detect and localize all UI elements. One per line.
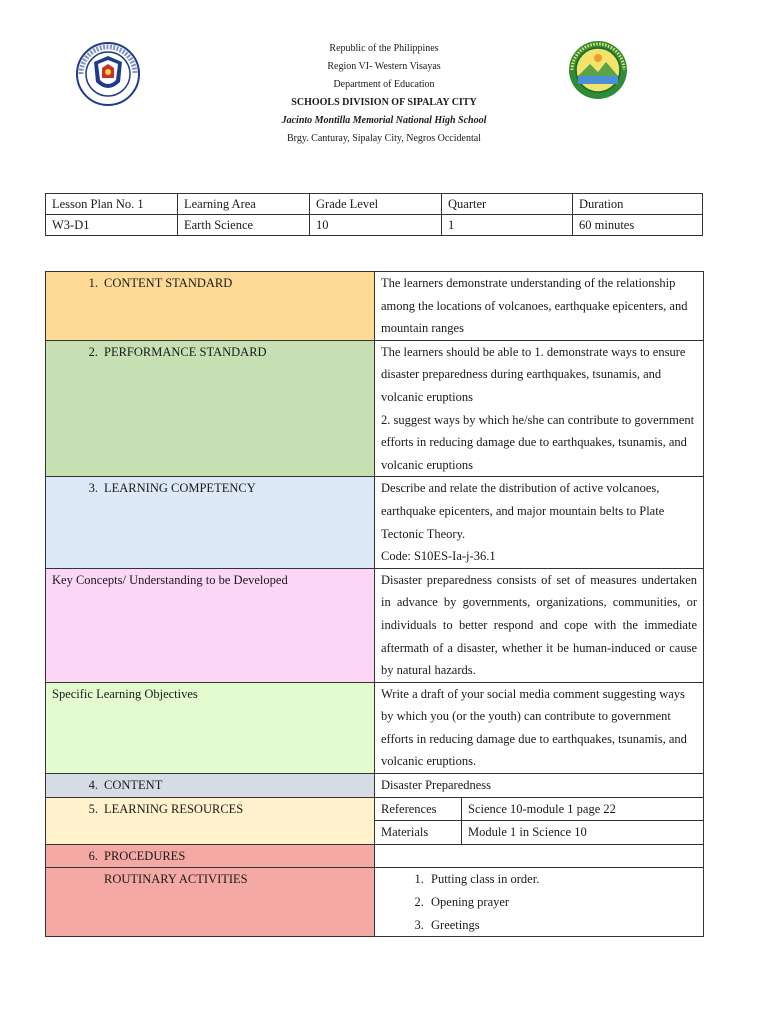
lesson-info-table xyxy=(45,193,703,236)
lesson-info-value-row xyxy=(46,215,703,236)
objectives-row xyxy=(46,682,704,773)
grade-level-value: 10 xyxy=(310,215,442,236)
key-concepts-label: Key Concepts/ Understanding to be Developed xyxy=(46,568,375,682)
routinary-activities-list-cell xyxy=(375,868,704,937)
performance-standard-label: 2. PERFORMANCE STANDARD xyxy=(46,340,375,477)
performance-standard-row xyxy=(46,340,704,477)
duration-value: 60 minutes xyxy=(573,215,703,236)
routinary-activities-row xyxy=(46,868,704,937)
header-address: Brgy. Canturay, Sipalay City, Negros Occidental xyxy=(287,133,481,144)
key-concepts-row xyxy=(46,568,704,682)
document-header xyxy=(0,40,768,148)
competency-code: Code: S10ES-Ia-j-36.1 xyxy=(381,549,496,564)
duration-header: Duration xyxy=(573,194,703,215)
content-standard-text: The learners demonstrate understanding of the relationship among the locations of volcanoes, earthquake epicenters, and mountain ranges xyxy=(375,272,704,341)
materials-value: Module 1 in Science 10 xyxy=(462,821,704,845)
header-department: Department of Education xyxy=(333,79,435,90)
list-item: 2. Opening prayer xyxy=(427,891,697,914)
list-item: 1. Putting class in order. xyxy=(427,868,697,891)
performance-standard-text: The learners should be able to 1. demonstrate ways to ensure disaster preparedness during earthquakes, tsunamis, and volcanic eruptions 2. suggest ways by which he/she can contribute to government efforts in reducing damage due to earthquakes, tsunamis, and volcanic eruptions xyxy=(375,340,704,477)
header-region: Region VI- Western Visayas xyxy=(327,61,441,72)
learning-area-header: Learning Area xyxy=(178,194,310,215)
quarter-header: Quarter xyxy=(442,194,573,215)
learning-competency-text: Describe and relate the distribution of active volcanoes, earthquake epicenters, and major mountain belts to Plate Tectonic Theory. Code: S10ES-Ia-j-36.1 xyxy=(375,477,704,568)
content-label: 4. CONTENT xyxy=(46,774,375,798)
lesson-plan-table xyxy=(45,271,704,937)
learning-competency-label: 3. LEARNING COMPETENCY xyxy=(46,477,375,568)
references-value: Science 10-module 1 page 22 xyxy=(462,797,704,821)
key-concepts-text: Disaster preparedness consists of set of measures undertaken in advance by governments, organizations, communities, or individuals to better respond and cope with the immediate aftermath of a disaster, whether it be human-induced or cause by natural hazards. xyxy=(375,568,704,682)
lesson-info-header-row xyxy=(46,194,703,215)
grade-level-header: Grade Level xyxy=(310,194,442,215)
content-standard-label: 1. CONTENT STANDARD xyxy=(46,272,375,341)
procedures-row xyxy=(46,844,704,868)
lesson-plan-no-header: Lesson Plan No. 1 xyxy=(46,194,178,215)
header-division: SCHOOLS DIVISION OF SIPALAY CITY xyxy=(291,97,477,108)
procedures-label: 6. PROCEDURES xyxy=(46,844,375,868)
objectives-label: Specific Learning Objectives xyxy=(46,682,375,773)
materials-label: Materials xyxy=(375,821,462,845)
content-text: Disaster Preparedness xyxy=(375,774,704,798)
learning-resources-row xyxy=(46,797,704,821)
procedures-empty-cell xyxy=(375,844,704,868)
routinary-activities-label: ROUTINARY ACTIVITIES xyxy=(46,868,375,937)
header-school: Jacinto Montilla Memorial National High School xyxy=(281,115,487,126)
lesson-plan-no-value: W3-D1 xyxy=(46,215,178,236)
header-republic: Republic of the Philippines xyxy=(329,43,439,54)
quarter-value: 1 xyxy=(442,215,573,236)
list-item: 3. Greetings xyxy=(427,914,697,937)
learning-resources-label: 5. LEARNING RESOURCES xyxy=(46,797,375,844)
content-standard-row xyxy=(46,272,704,341)
routinary-activities-list xyxy=(381,868,697,936)
references-label: References xyxy=(375,797,462,821)
learning-competency-row xyxy=(46,477,704,568)
content-row xyxy=(46,774,704,798)
objectives-text: Write a draft of your social media comment suggesting ways by which you (or the youth) can contribute to government efforts in reducing damage due to earthquakes, tsunamis, and volcanic eruptions. xyxy=(375,682,704,773)
learning-area-value: Earth Science xyxy=(178,215,310,236)
